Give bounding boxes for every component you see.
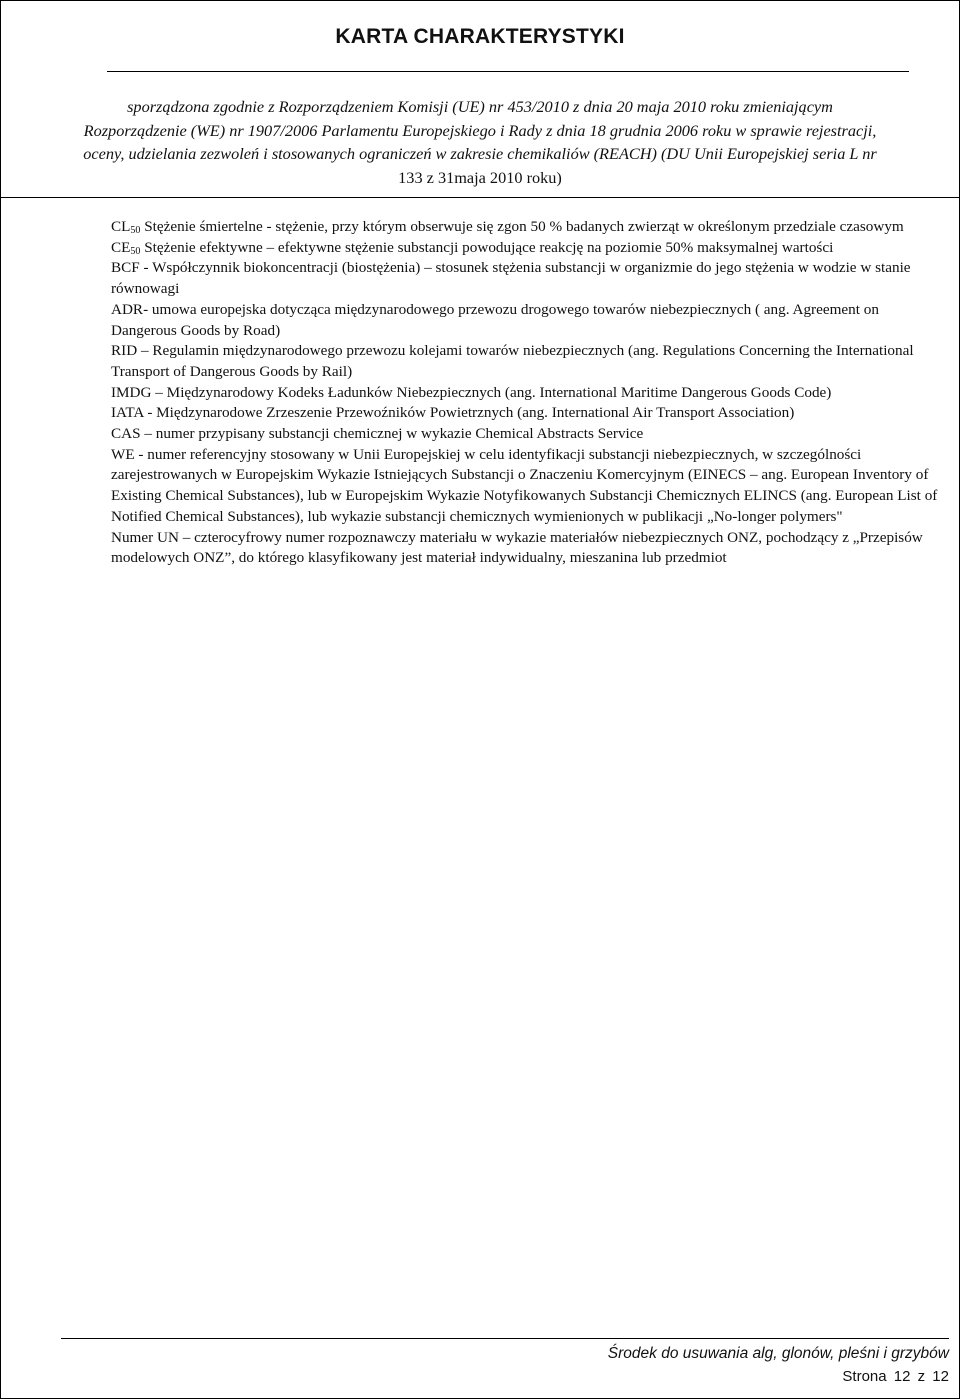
subtitle-line: 133 z 31maja 2010 roku) (398, 167, 562, 187)
subtitle-line: oceny, udzielania zezwoleń i stosowanych ograniczeń w zakresie chemikaliów (REACH) (DU Unii Europejskiej seria L nr (83, 144, 877, 163)
definition-cl50 (111, 217, 943, 238)
definition-imdg: IMDG – Międzynarodowy Kodeks Ładunków Niebezpiecznych (ang. International Maritime Dangerous Goods Code) (111, 383, 832, 401)
abbreviation: CE (111, 238, 131, 256)
abbreviation: CL (111, 218, 131, 235)
definition-text: Stężenie efektywne – efektywne stężenie substancji powodujące reakcję na poziomie 50% maksymalnej wartości (140, 238, 834, 256)
footer-rule (61, 1338, 949, 1339)
page-number: Strona 12 z 12 (842, 1368, 949, 1385)
definition-bcf: BCF - Współczynnik biokoncentracji (biostężenia) – stosunek stężenia substancji w organizmie do jego stężenia w wodzie w stanie równowagi (111, 259, 911, 298)
subtitle-line: Rozporządzenie (WE) nr 1907/2006 Parlamentu Europejskiego i Rady z dnia 18 grudnia 2006 roku w sprawie rejestracji, (83, 120, 877, 140)
document-title: KARTA CHARAKTERYSTYKI (335, 25, 625, 48)
subscript: 50 (130, 245, 141, 257)
definition-un-number: Numer UN – czterocyfrowy numer rozpoznawczy materiału w wykazie materiałów niebezpiecznych ONZ, pochodzący z „Przepisów modelowych ONZ”, do którego klasyfikowany jest materiał indywidualny, mieszanina lub przedmiot (111, 528, 923, 567)
title-underline (107, 71, 909, 72)
definition-cas: CAS – numer przypisany substancji chemicznej w wykazie Chemical Abstracts Service (111, 425, 644, 443)
abbreviations-list (111, 217, 943, 569)
footer-product-name: Środek do usuwania alg, glonów, pleśni i grzybów (607, 1345, 949, 1362)
definition-adr: ADR- umowa europejska dotycząca międzynarodowego przewozu drogowego towarów niebezpiecznych ( ang. Agreement on Dangerous Goods by Road) (111, 300, 879, 339)
subscript: 50 (130, 225, 141, 236)
regulation-subtitle (31, 95, 929, 189)
document-header (1, 1, 959, 198)
definition-text: Stężenie śmiertelne - stężenie, przy którym obserwuje się zgon 50 % badanych zwierząt w określonym przedziale czasowym (140, 218, 904, 235)
definition-ce50 (111, 238, 943, 259)
definition-we: WE - numer referencyjny stosowany w Unii Europejskiej w celu identyfikacji substancji niebezpiecznych, w szczególności zarejestrowanych w Europejskim Wykazie Istniejących Substancji o Znaczeniu Komercyjnym (EINECS – ang. European Inventory of Existing Chemical Substances), lub w Europejskim Wykazie Notyfikowanych Substancji Chemicznych ELINCS (ang. European List of Notified Chemical Substances), lub wykazie substancji chemicznych wymienionych w publikacji „No-longer polymers" (111, 445, 938, 525)
subtitle-line: sporządzona zgodnie z Rozporządzeniem Komisji (UE) nr 453/2010 z dnia 20 maja 2010 roku zmieniającym (127, 97, 833, 116)
definition-rid: RID – Regulamin międzynarodowego przewozu kolejami towarów niebezpiecznych (ang. Regulations Concerning the International Transport of Dangerous Goods by Rail) (111, 342, 914, 380)
definition-iata: IATA - Międzynarodowe Zrzeszenie Przewoźników Powietrznych (ang. International Air Transport Association) (111, 404, 795, 422)
